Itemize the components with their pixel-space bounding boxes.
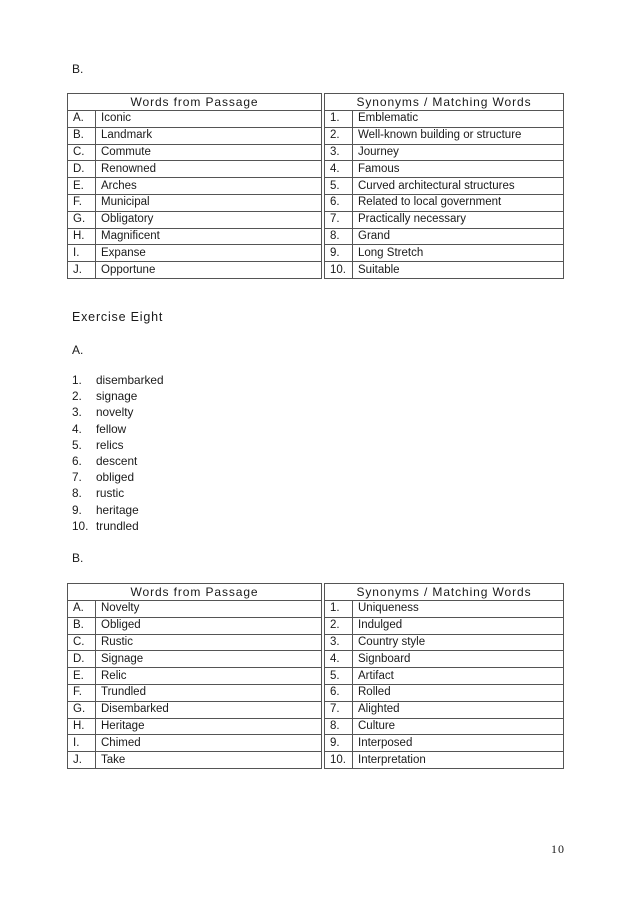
- row-letter: A.: [68, 111, 96, 128]
- row-synonym: Related to local government: [353, 194, 564, 211]
- row-synonym: Famous: [353, 161, 564, 178]
- row-synonym: Practically necessary: [353, 211, 564, 228]
- row-letter: C.: [68, 634, 96, 651]
- exercise-title: Exercise Eight: [72, 310, 164, 324]
- list-item-word: trundled: [96, 518, 139, 533]
- table-row: [68, 211, 564, 228]
- word-list: [72, 372, 164, 534]
- row-letter: G.: [68, 701, 96, 718]
- row-number: 10.: [325, 262, 353, 279]
- row-word: Arches: [96, 178, 322, 195]
- table-row: [68, 684, 564, 701]
- list-item: [72, 421, 164, 437]
- list-item-number: 5.: [72, 437, 82, 452]
- row-number: 10.: [325, 752, 353, 769]
- table-body: [68, 601, 564, 769]
- row-letter: D.: [68, 651, 96, 668]
- row-synonym: Signboard: [353, 651, 564, 668]
- row-synonym: Culture: [353, 718, 564, 735]
- vocabulary-table-2: [67, 583, 564, 769]
- section-b-label: B.: [72, 62, 84, 76]
- row-word: Trundled: [96, 684, 322, 701]
- table-row: [68, 701, 564, 718]
- list-item: [72, 518, 164, 534]
- row-synonym: Suitable: [353, 262, 564, 279]
- list-item: [72, 453, 164, 469]
- header-synonyms: Synonyms / Matching Words: [325, 94, 564, 111]
- table-row: [68, 718, 564, 735]
- row-number: 4.: [325, 651, 353, 668]
- row-number: 9.: [325, 735, 353, 752]
- table-row: [68, 634, 564, 651]
- row-letter: D.: [68, 161, 96, 178]
- table-row: [68, 111, 564, 128]
- list-item-word: disembarked: [96, 373, 164, 387]
- row-letter: H.: [68, 228, 96, 245]
- table-row: [68, 668, 564, 685]
- row-number: 7.: [325, 211, 353, 228]
- row-number: 9.: [325, 245, 353, 262]
- vocabulary-table-1: [67, 93, 564, 279]
- row-synonym: Interpretation: [353, 752, 564, 769]
- row-word: Disembarked: [96, 701, 322, 718]
- list-item: [72, 469, 164, 485]
- list-item: [72, 372, 164, 388]
- list-item-number: 3.: [72, 405, 82, 420]
- row-synonym: Long Stretch: [353, 245, 564, 262]
- row-synonym: Grand: [353, 228, 564, 245]
- row-number: 8.: [325, 228, 353, 245]
- row-number: 3.: [325, 634, 353, 651]
- row-word: Take: [96, 752, 322, 769]
- row-number: 8.: [325, 718, 353, 735]
- row-letter: B.: [68, 127, 96, 144]
- row-synonym: Indulged: [353, 617, 564, 634]
- row-number: 5.: [325, 668, 353, 685]
- row-synonym: Alighted: [353, 701, 564, 718]
- row-word: Municipal: [96, 194, 322, 211]
- list-item-number: 2.: [72, 389, 82, 404]
- row-synonym: Interposed: [353, 735, 564, 752]
- row-synonym: Uniqueness: [353, 601, 564, 618]
- list-item: [72, 502, 164, 518]
- row-word: Relic: [96, 668, 322, 685]
- row-letter: A.: [68, 601, 96, 618]
- list-item-number: 10.: [72, 518, 89, 533]
- row-word: Opportune: [96, 262, 322, 279]
- header-words-from-passage: Words from Passage: [68, 94, 322, 111]
- row-number: 4.: [325, 161, 353, 178]
- table-row: [68, 161, 564, 178]
- list-item-number: 6.: [72, 453, 82, 468]
- list-item-word: descent: [96, 453, 138, 468]
- list-item-word: signage: [96, 389, 138, 404]
- table-body: [68, 111, 564, 279]
- list-item-word: heritage: [96, 502, 139, 517]
- list-item: [72, 485, 164, 501]
- header-synonyms: Synonyms / Matching Words: [325, 584, 564, 601]
- table-row: [68, 228, 564, 245]
- row-word: Renowned: [96, 161, 322, 178]
- table-header-row: [68, 94, 564, 111]
- row-word: Landmark: [96, 127, 322, 144]
- row-number: 3.: [325, 144, 353, 161]
- row-synonym: Well-known building or structure: [353, 127, 564, 144]
- table-row: [68, 651, 564, 668]
- list-item-word: novelty: [96, 405, 134, 420]
- row-word: Chimed: [96, 735, 322, 752]
- table-row: [68, 752, 564, 769]
- table-row: [68, 601, 564, 618]
- table-header-row: [68, 584, 564, 601]
- row-word: Rustic: [96, 634, 322, 651]
- list-item-word: obliged: [96, 470, 135, 485]
- list-item-number: 8.: [72, 486, 82, 501]
- table-row: [68, 127, 564, 144]
- table-row: [68, 194, 564, 211]
- row-number: 2.: [325, 127, 353, 144]
- list-item-number: 4.: [72, 421, 82, 436]
- row-letter: B.: [68, 617, 96, 634]
- list-item: [72, 388, 164, 404]
- row-number: 1.: [325, 111, 353, 128]
- row-letter: C.: [68, 144, 96, 161]
- row-synonym: Country style: [353, 634, 564, 651]
- page-number: 10: [551, 842, 565, 856]
- row-number: 5.: [325, 178, 353, 195]
- section-a-label: A.: [72, 343, 84, 357]
- row-word: Obligatory: [96, 211, 322, 228]
- row-word: Commute: [96, 144, 322, 161]
- row-number: 6.: [325, 194, 353, 211]
- row-synonym: Journey: [353, 144, 564, 161]
- list-item-word: fellow: [96, 421, 127, 436]
- row-synonym: Emblematic: [353, 111, 564, 128]
- row-number: 2.: [325, 617, 353, 634]
- row-word: Heritage: [96, 718, 322, 735]
- row-letter: F.: [68, 684, 96, 701]
- row-letter: E.: [68, 668, 96, 685]
- row-synonym: Curved architectural structures: [353, 178, 564, 195]
- header-words-from-passage: Words from Passage: [68, 584, 322, 601]
- row-word: Signage: [96, 651, 322, 668]
- list-item: [72, 437, 164, 453]
- row-word: Obliged: [96, 617, 322, 634]
- list-item-word: relics: [96, 437, 124, 452]
- row-synonym: Artifact: [353, 668, 564, 685]
- row-word: Magnificent: [96, 228, 322, 245]
- row-word: Novelty: [96, 601, 322, 618]
- list-item-number: 1.: [72, 373, 82, 387]
- table-row: [68, 245, 564, 262]
- row-word: Iconic: [96, 111, 322, 128]
- list-item-number: 9.: [72, 502, 82, 517]
- row-letter: I.: [68, 735, 96, 752]
- table-row: [68, 262, 564, 279]
- table-row: [68, 735, 564, 752]
- row-letter: H.: [68, 718, 96, 735]
- row-letter: G.: [68, 211, 96, 228]
- row-letter: E.: [68, 178, 96, 195]
- row-synonym: Rolled: [353, 684, 564, 701]
- table-row: [68, 178, 564, 195]
- row-number: 6.: [325, 684, 353, 701]
- list-item-number: 7.: [72, 470, 82, 485]
- row-letter: J.: [68, 262, 96, 279]
- section-b-label-2: B.: [72, 551, 84, 565]
- list-item-word: rustic: [96, 486, 125, 501]
- row-word: Expanse: [96, 245, 322, 262]
- row-number: 7.: [325, 701, 353, 718]
- row-letter: F.: [68, 194, 96, 211]
- row-letter: I.: [68, 245, 96, 262]
- row-letter: J.: [68, 752, 96, 769]
- table-row: [68, 144, 564, 161]
- row-number: 1.: [325, 601, 353, 618]
- list-item: [72, 404, 164, 420]
- table-row: [68, 617, 564, 634]
